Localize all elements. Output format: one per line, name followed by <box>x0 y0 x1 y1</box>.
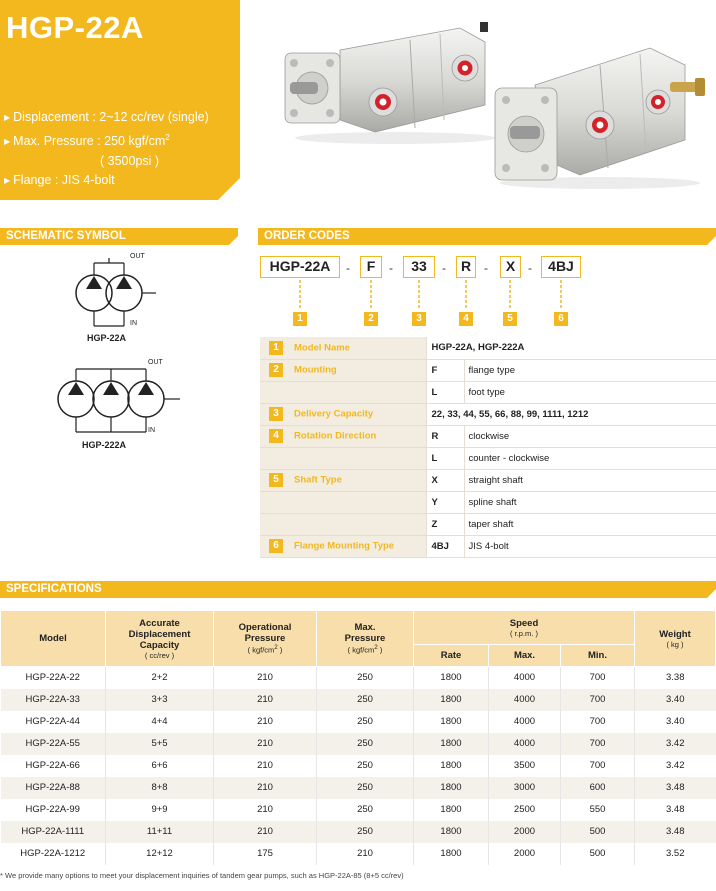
order-code-value: L <box>426 381 464 403</box>
order-row <box>260 513 716 535</box>
cell-weight: 3.48 <box>635 777 716 799</box>
order-row <box>260 447 716 469</box>
spec-psi: ( 3500psi ) <box>100 154 160 169</box>
out-label: OUT <box>130 253 145 260</box>
code-separator: - <box>442 261 446 275</box>
cell-speed-max: 4000 <box>489 711 561 733</box>
table-row <box>1 711 716 733</box>
cell-max-pressure: 250 <box>317 711 414 733</box>
order-code-value: HGP-22A, HGP-222A <box>426 337 716 359</box>
cell-rate: 1800 <box>414 689 489 711</box>
code-number-5: 5 <box>503 312 517 326</box>
cell-speed-max: 4000 <box>489 689 561 711</box>
cell-max-pressure: 250 <box>317 667 414 689</box>
order-code-value: Y <box>426 491 464 513</box>
section-specifications: SPECIFICATIONS <box>0 581 716 598</box>
order-field-name: Flange Mounting Type <box>294 540 395 552</box>
cell-displacement: 8+8 <box>106 777 214 799</box>
cell-displacement: 9+9 <box>106 799 214 821</box>
order-row <box>260 469 716 491</box>
schematic-label-hgp-222a: HGP-222A <box>82 440 127 450</box>
col-header-model: Model <box>1 611 106 667</box>
cell-displacement: 6+6 <box>106 755 214 777</box>
cell-rate: 1800 <box>414 821 489 843</box>
cell-speed-min: 700 <box>561 755 635 777</box>
code-separator: - <box>346 261 350 275</box>
code-part-flange: 4BJ <box>541 256 581 278</box>
cell-max-pressure: 250 <box>317 755 414 777</box>
spec-header-row <box>1 611 716 645</box>
bullet-arrow-icon: ▶ <box>4 137 11 147</box>
table-row <box>1 733 716 755</box>
cell-max-pressure: 250 <box>317 799 414 821</box>
schematic-diagram-hgp-22a <box>60 258 160 333</box>
cell-speed-max: 2000 <box>489 843 561 865</box>
cell-weight: 3.40 <box>635 711 716 733</box>
cell-model: HGP-22A-55 <box>1 733 106 755</box>
cell-model: HGP-22A-44 <box>1 711 106 733</box>
order-code-value: Z <box>426 513 464 535</box>
cell-model: HGP-22A-88 <box>1 777 106 799</box>
cell-rate: 1800 <box>414 711 489 733</box>
order-code-value: 4BJ <box>426 535 464 557</box>
order-code-desc: taper shaft <box>464 513 716 535</box>
cell-displacement: 12+12 <box>106 843 214 865</box>
cell-speed-max: 4000 <box>489 733 561 755</box>
code-connector-lines <box>260 278 590 312</box>
order-code-desc: JIS 4-bolt <box>464 535 716 557</box>
code-part-capacity: 33 <box>403 256 435 278</box>
spec-table-body <box>1 667 716 865</box>
schematic-label-hgp-22a: HGP-22A <box>87 333 127 343</box>
cell-model: HGP-22A-22 <box>1 667 106 689</box>
cell-max-pressure: 250 <box>317 733 414 755</box>
specifications-table <box>0 610 716 865</box>
cell-rate: 1800 <box>414 755 489 777</box>
cell-max-pressure: 250 <box>317 689 414 711</box>
cell-operational-pressure: 210 <box>214 667 317 689</box>
order-code-value: R <box>426 425 464 447</box>
cell-speed-max: 2000 <box>489 821 561 843</box>
order-code-desc: foot type <box>464 381 716 403</box>
col-header-speed: Speed ( r.p.m. ) <box>414 611 635 645</box>
order-field-name: Model Name <box>294 342 350 354</box>
code-number-4: 4 <box>459 312 473 326</box>
cell-weight: 3.48 <box>635 821 716 843</box>
order-field-name: Shaft Type <box>294 474 342 486</box>
col-header-max-pressure: Max. Pressure ( kgf/$cm^2$ ) <box>317 611 414 667</box>
cell-weight: 3.42 <box>635 733 716 755</box>
cell-speed-min: 700 <box>561 689 635 711</box>
code-number-6: 6 <box>554 312 568 326</box>
cell-weight: 3.38 <box>635 667 716 689</box>
cell-speed-min: 500 <box>561 821 635 843</box>
spec-flange: ▶ Flange : JIS 4-bolt <box>4 173 115 188</box>
cell-speed-max: 3500 <box>489 755 561 777</box>
code-part-shaft: X <box>500 256 521 278</box>
cell-model: HGP-22A-33 <box>1 689 106 711</box>
row-number-badge: 2 <box>269 363 283 377</box>
row-number-badge: 4 <box>269 429 283 443</box>
bullet-arrow-icon: ▶ <box>4 113 11 122</box>
row-number-badge: 5 <box>269 473 283 487</box>
cell-operational-pressure: 210 <box>214 711 317 733</box>
cell-weight: 3.52 <box>635 843 716 865</box>
code-part-model: HGP-22A <box>260 256 340 278</box>
cell-speed-min: 550 <box>561 799 635 821</box>
cell-rate: 1800 <box>414 733 489 755</box>
section-schematic: SCHEMATIC SYMBOL <box>0 228 238 245</box>
cell-speed-max: 2500 <box>489 799 561 821</box>
cell-operational-pressure: 210 <box>214 755 317 777</box>
pump-photo-front <box>280 20 505 145</box>
cell-weight: 3.40 <box>635 689 716 711</box>
cell-rate: 1800 <box>414 777 489 799</box>
col-header-operational-pressure: Operational Pressure ( kgf/$cm^2$ ) <box>214 611 317 667</box>
row-number-badge: 3 <box>269 407 283 421</box>
cell-displacement: 3+3 <box>106 689 214 711</box>
in-label: IN <box>148 427 155 434</box>
in-label: IN <box>130 320 137 327</box>
order-field-name: Mounting <box>294 364 337 376</box>
table-row <box>1 777 716 799</box>
cell-displacement: 2+2 <box>106 667 214 689</box>
bullet-arrow-icon: ▶ <box>4 176 11 186</box>
cell-model: HGP-22A-99 <box>1 799 106 821</box>
cell-model: HGP-22A-1212 <box>1 843 106 865</box>
table-row <box>1 755 716 777</box>
order-code-table <box>260 337 716 558</box>
order-field-name: Rotation Direction <box>294 430 377 442</box>
code-separator: - <box>389 261 393 275</box>
cell-speed-min: 500 <box>561 843 635 865</box>
table-row <box>1 667 716 689</box>
table-row <box>1 799 716 821</box>
order-row <box>260 403 716 425</box>
order-row <box>260 381 716 403</box>
code-number-2: 2 <box>364 312 378 326</box>
code-part-mounting: F <box>360 256 382 278</box>
order-code-desc: spline shaft <box>464 491 716 513</box>
spec-max-pressure: ▶ Max. Pressure : 250 kgf/$cm^2$ <box>4 133 170 149</box>
cell-weight: 3.42 <box>635 755 716 777</box>
cell-speed-min: 700 <box>561 711 635 733</box>
cell-model: HGP-22A-66 <box>1 755 106 777</box>
section-order-codes: ORDER CODES <box>258 228 716 245</box>
order-code-value: F <box>426 359 464 381</box>
footnote: * We provide many options to meet your displacement inquiries of tandem gear pumps, such as HGP-22A-85 (8+5 cc/rev) <box>0 871 404 880</box>
order-code-desc: clockwise <box>464 425 716 447</box>
cell-weight: 3.48 <box>635 799 716 821</box>
order-row <box>260 491 716 513</box>
order-code-desc: flange type <box>464 359 716 381</box>
feature-list <box>4 108 209 191</box>
cell-speed-max: 4000 <box>489 667 561 689</box>
code-separator: - <box>484 261 488 275</box>
spec-displacement: ▶ Displacement : 2~12 cc/rev (single) <box>4 110 209 124</box>
order-row <box>260 425 716 447</box>
cell-operational-pressure: 175 <box>214 843 317 865</box>
col-header-speed-min: Min. <box>561 645 635 667</box>
title-banner <box>0 0 240 200</box>
cell-rate: 1800 <box>414 667 489 689</box>
table-row <box>1 821 716 843</box>
col-header-speed-max: Max. <box>489 645 561 667</box>
cell-max-pressure: 250 <box>317 777 414 799</box>
cell-max-pressure: 210 <box>317 843 414 865</box>
cell-speed-min: 700 <box>561 733 635 755</box>
cell-speed-min: 700 <box>561 667 635 689</box>
col-header-displacement: Accurate Displacement Capacity ( cc/rev ) <box>106 611 214 667</box>
cell-operational-pressure: 210 <box>214 821 317 843</box>
cell-displacement: 4+4 <box>106 711 214 733</box>
row-number-badge: 6 <box>269 539 283 553</box>
row-number-badge: 1 <box>269 341 283 355</box>
order-row <box>260 535 716 557</box>
order-code-desc: counter - clockwise <box>464 447 716 469</box>
cell-max-pressure: 250 <box>317 821 414 843</box>
cell-displacement: 5+5 <box>106 733 214 755</box>
code-number-1: 1 <box>293 312 307 326</box>
order-code-value: 22, 33, 44, 55, 66, 88, 99, 1111, 1212 <box>426 403 716 425</box>
cell-operational-pressure: 210 <box>214 689 317 711</box>
table-row <box>1 689 716 711</box>
order-row <box>260 359 716 381</box>
cell-speed-min: 600 <box>561 777 635 799</box>
col-header-weight: Weight ( kg ) <box>635 611 716 667</box>
cell-operational-pressure: 210 <box>214 777 317 799</box>
page-title: HGP-22A <box>6 10 144 45</box>
order-row <box>260 337 716 359</box>
order-field-name: Delivery Capacity <box>294 408 374 420</box>
cell-operational-pressure: 210 <box>214 799 317 821</box>
pump-photo-angle <box>490 40 715 190</box>
cell-speed-max: 3000 <box>489 777 561 799</box>
schematic-diagram-hgp-222a <box>48 364 183 439</box>
cell-rate: 1800 <box>414 799 489 821</box>
table-row <box>1 843 716 865</box>
code-number-3: 3 <box>412 312 426 326</box>
code-separator: - <box>528 261 532 275</box>
order-code-value: L <box>426 447 464 469</box>
order-code-desc: straight shaft <box>464 469 716 491</box>
cell-model: HGP-22A-1111 <box>1 821 106 843</box>
cell-displacement: 11+11 <box>106 821 214 843</box>
col-header-rate: Rate <box>414 645 489 667</box>
cell-operational-pressure: 210 <box>214 733 317 755</box>
out-label: OUT <box>148 359 163 366</box>
order-code-value: X <box>426 469 464 491</box>
cell-rate: 1800 <box>414 843 489 865</box>
code-part-rotation: R <box>456 256 476 278</box>
